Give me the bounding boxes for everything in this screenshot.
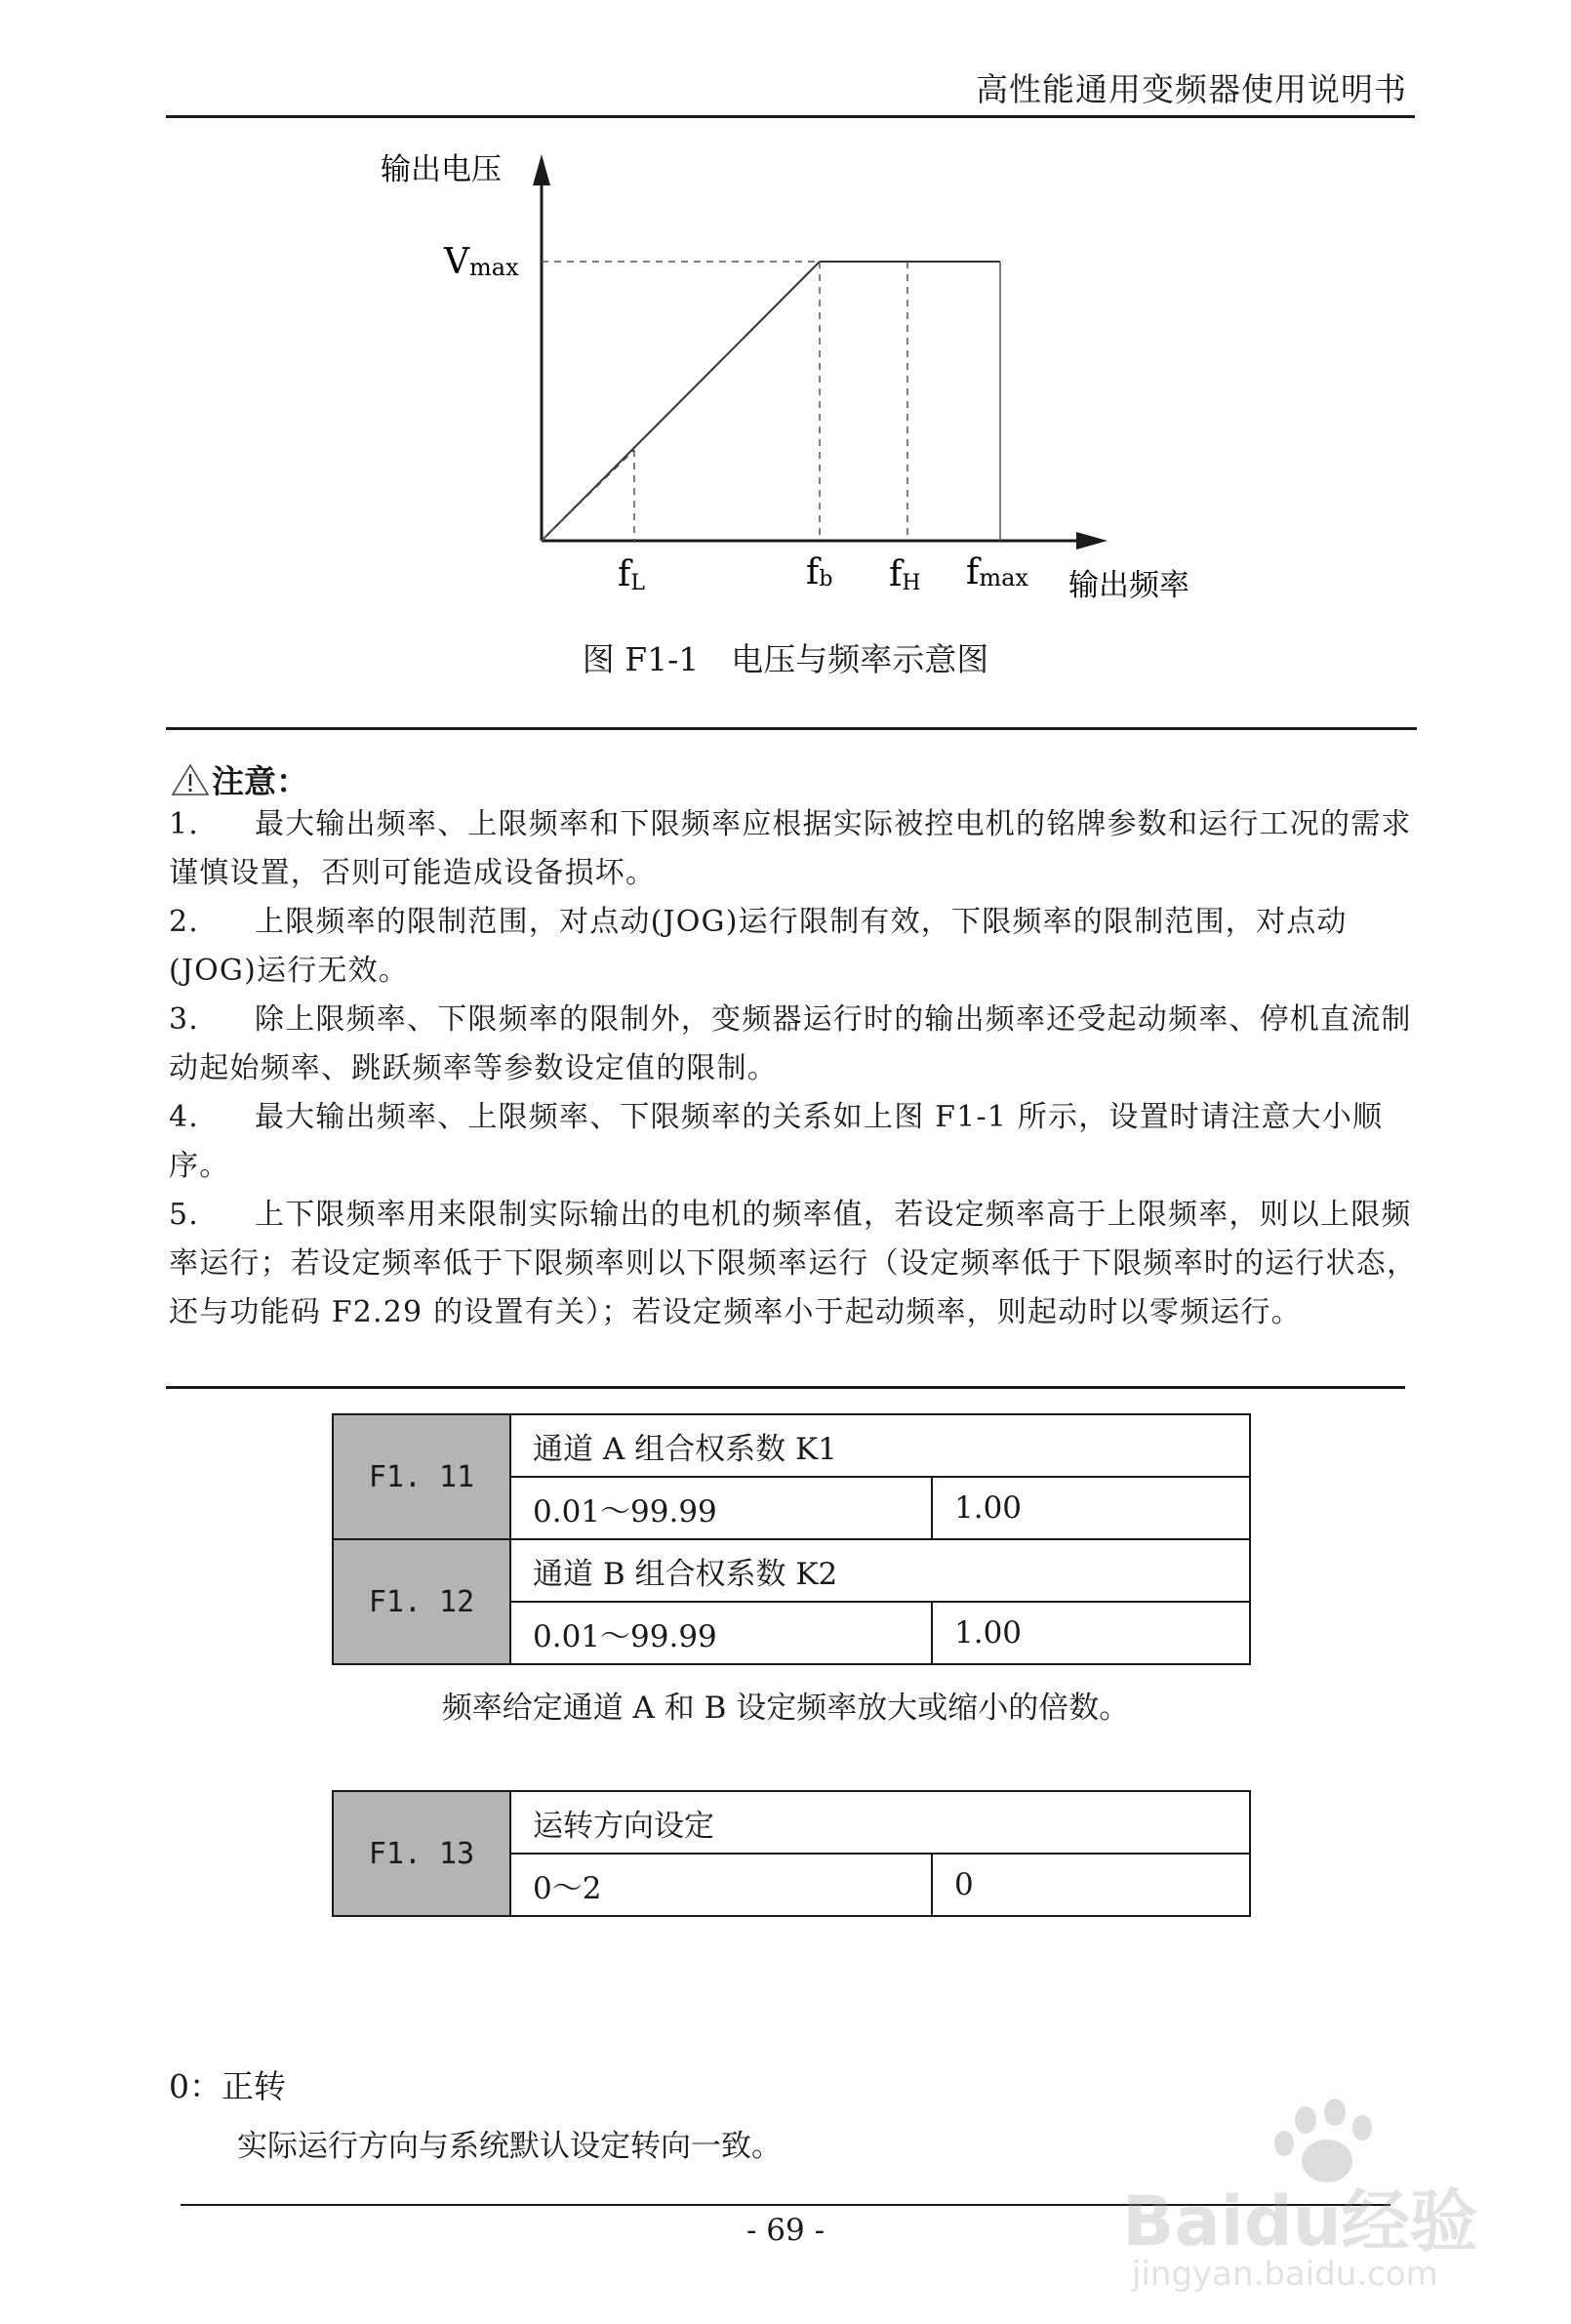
table-row — [333, 1414, 1250, 1477]
note-text: 除上限频率、下限频率的限制外，变频器运行时的输出频率还受起动频率、停机直流制动起始频率、跳跃频率等参数设定值的限制。 — [169, 1002, 1412, 1085]
tick-label-fL-main: f — [618, 554, 631, 594]
param-table-f1-13 — [332, 1790, 1251, 1917]
low-dashed-guide — [542, 450, 634, 541]
baidu-jingyan-watermark — [1122, 2099, 1493, 2304]
tick-label-fb — [806, 552, 832, 592]
tick-label-fb-sub: b — [819, 567, 833, 591]
param-code-cell: F1. 11 — [333, 1414, 510, 1539]
param-table-f1-11-f1-12 — [332, 1413, 1251, 1665]
y-axis-label: 输出电压 — [381, 152, 502, 187]
param-range-cell: 0.01～99.99 — [510, 1477, 932, 1539]
vmax-label-sub: max — [469, 254, 519, 281]
note-item-1 — [169, 800, 1418, 898]
notes-bottom-rule — [166, 1386, 1405, 1389]
note-text: 上限频率的限制范围，对点动(JOG)运行限制有效，下限频率的限制范围，对点动(JOG)运行无效。 — [169, 905, 1348, 988]
param-table-1-description: 频率给定通道 A 和 B 设定频率放大或缩小的倍数。 — [441, 1691, 1130, 1726]
note-number: 2. — [169, 905, 200, 939]
note-number: 4. — [169, 1100, 200, 1134]
option-0-description: 实际运行方向与系统默认设定转向一致。 — [237, 2129, 782, 2164]
note-item-2 — [169, 898, 1418, 996]
tick-label-fmax-sub: max — [979, 564, 1028, 591]
tick-label-fmax — [966, 552, 1028, 592]
param-name-cell: 运转方向设定 — [510, 1791, 1250, 1854]
note-number: 1. — [169, 807, 200, 841]
note-number: 3. — [169, 1002, 200, 1037]
watermark-url: jingyan.baidu.com — [1132, 2255, 1438, 2294]
notes-heading — [171, 756, 308, 802]
param-code-cell: F1. 12 — [333, 1539, 510, 1664]
note-text: 上下限频率用来限制实际输出的电机的频率值，若设定频率高于上限频率，则以上限频率运行；若设定频率低于下限频率则以下限频率运行（设定频率低于下限频率时的运行状态，还与功能码 F2.29 的设置有关）；若设定频率小于起动频率，则起动时以零频运行。 — [169, 1198, 1418, 1329]
note-item-5 — [169, 1191, 1418, 1337]
figure-caption: 图 F1-1 电压与频率示意图 — [582, 640, 989, 678]
tick-label-fH-main: f — [889, 554, 903, 594]
param-default-cell: 1.00 — [932, 1477, 1250, 1539]
table-row — [333, 1791, 1250, 1854]
notes-heading-label: 注意： — [212, 762, 308, 800]
notes-top-rule — [166, 727, 1417, 730]
param-range-cell: 0～2 — [510, 1854, 932, 1916]
tick-label-fH-sub: H — [902, 571, 921, 595]
param-default-cell: 1.00 — [932, 1602, 1250, 1664]
param-default-cell: 0 — [932, 1854, 1250, 1916]
x-axis-label: 输出频率 — [1068, 568, 1189, 603]
notes-list — [169, 800, 1418, 1337]
header-title: 高性能通用变频器使用说明书 — [976, 70, 1407, 108]
y-axis-arrow — [533, 154, 550, 185]
param-range-cell: 0.01～99.99 — [510, 1602, 932, 1664]
vmax-label-main: V — [444, 242, 469, 282]
param-code-cell: F1. 13 — [333, 1791, 510, 1916]
tick-label-fH — [889, 554, 921, 595]
note-item-4 — [169, 1093, 1418, 1191]
note-text: 最大输出频率、上限频率、下限频率的关系如上图 F1-1 所示，设置时请注意大小顺序。 — [169, 1100, 1384, 1183]
table-row — [333, 1539, 1250, 1602]
vmax-label — [443, 242, 519, 282]
vf-ramp-line — [542, 262, 820, 541]
page-number: - 69 - — [745, 2213, 826, 2248]
watermark-brand: Baidu经验 — [1122, 2181, 1478, 2262]
x-axis-arrow — [1076, 532, 1108, 550]
param-name-cell: 通道 A 组合权系数 K1 — [510, 1414, 1250, 1477]
param-name-cell: 通道 B 组合权系数 K2 — [510, 1539, 1250, 1602]
note-item-3 — [169, 996, 1418, 1093]
tick-label-fL — [618, 554, 645, 595]
note-number: 5. — [169, 1198, 200, 1232]
note-text: 最大输出频率、上限频率和下限频率应根据实际被控电机的铭牌参数和运行工况的需求谨慎设置，否则可能造成设备损坏。 — [169, 807, 1412, 890]
warning-icon — [171, 763, 210, 796]
tick-label-fmax-main: f — [966, 552, 980, 592]
voltage-frequency-diagram — [0, 0, 1571, 703]
tick-label-fb-main: f — [806, 552, 820, 592]
tick-label-fL-sub: L — [630, 571, 645, 595]
option-0-title: 0：正转 — [169, 2067, 286, 2105]
